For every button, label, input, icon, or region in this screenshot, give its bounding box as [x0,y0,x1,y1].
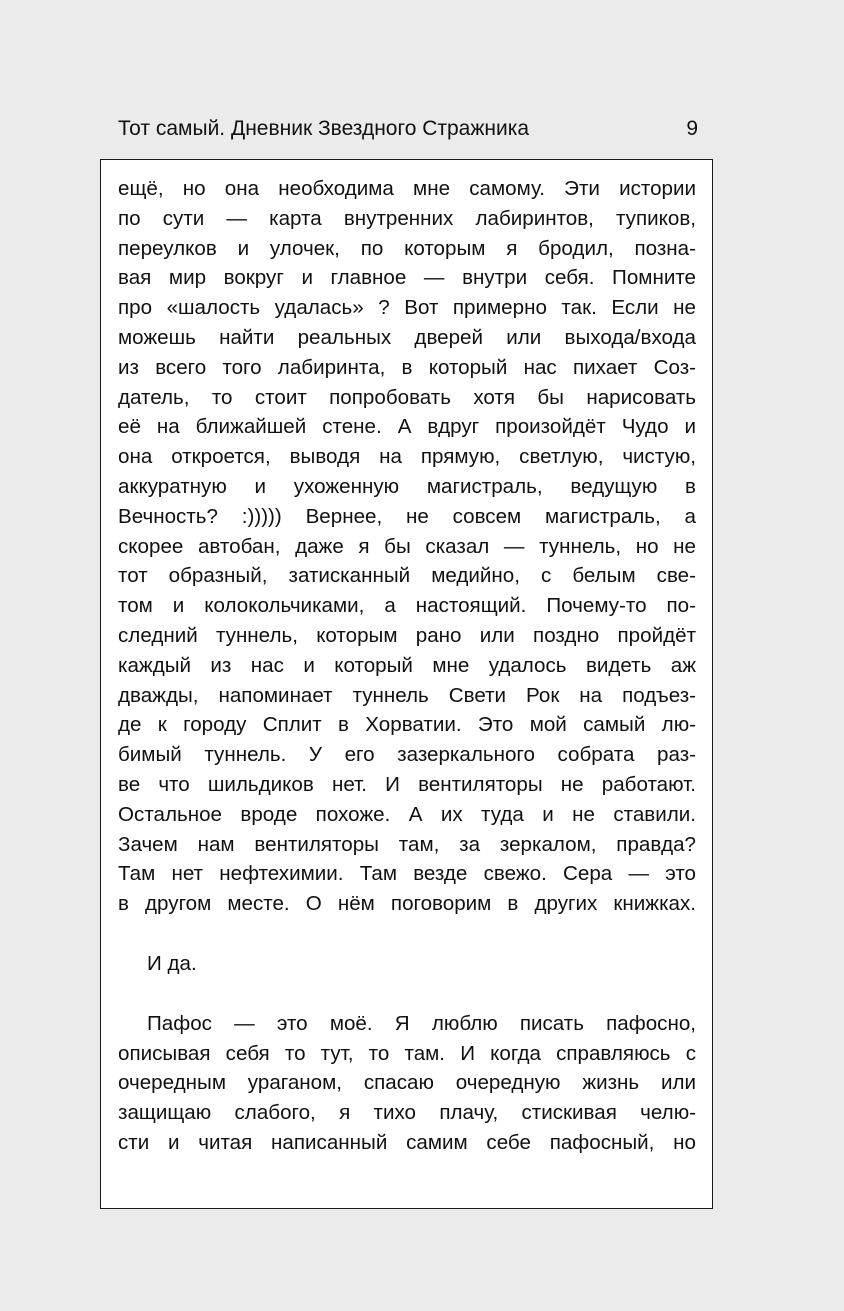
text-line: из всего того лабиринта, в который нас пихает Соз- [118,355,696,379]
text-line: датель, то стоит попробовать хотя бы нарисовать [118,385,696,409]
text-line: защищаю слабого, я тихо плачу, стискивая челю- [118,1101,696,1125]
text-line: про «шалость удалась» ? Вот примерно так. Если не [118,296,696,320]
text-line: описывая себя то тут, то там. И когда справляюсь с [118,1041,696,1065]
text-line: переулков и улочек, по которым я бродил, позна- [118,236,696,260]
text-line: Там нет нефтехимии. Там везде свежо. Сера — это [118,862,696,886]
running-head [118,114,698,144]
book-title: Тот самый. Дневник Звездного Стражника [118,117,530,140]
text-line: Остальное вроде похоже. А их туда и не ставили. [118,802,696,826]
text-line: дважды, напоминает туннель Свети Рок на подъез- [118,683,696,707]
text-line: ещё, но она необходима мне самому. Эти истории [118,177,696,200]
paragraph-1 [118,174,696,919]
body-text [118,174,696,1158]
text-line: сти и читая написанный самим себе пафосный, но [118,1130,696,1154]
paragraph-2 [118,949,696,979]
text-line: вая мир вокруг и главное — внутри себя. Помните [118,266,696,290]
text-line: том и колокольчиками, а настоящий. Почему-то по- [118,594,696,618]
text-line: в другом месте. О нём поговорим в других книжках. [118,892,696,916]
text-frame [100,159,713,1209]
text-line: можешь найти реальных дверей или выхода/входа [118,325,696,349]
text-line: скорее автобан, даже я бы сказал — туннель, но не [118,534,696,558]
paragraph-gap [118,919,696,949]
text-line: де к городу Сплит в Хорватии. Это мой самый лю- [118,713,696,737]
paragraph-3 [118,1009,696,1158]
text-line: И да. [147,951,197,975]
text-line: Зачем нам вентиляторы там, за зеркалом, правда? [118,832,696,856]
text-line: бимый туннель. У его зазеркального собрата раз- [118,743,696,767]
text-line: следний туннель, которым рано или поздно пройдёт [118,623,696,647]
text-line: каждый из нас и который мне удалось видеть аж [118,653,696,677]
paragraph-gap [118,979,696,1009]
text-line: очередным ураганом, спасаю очередную жизнь или [118,1071,696,1095]
text-line: аккуратную и ухоженную магистраль, ведущую в [118,474,696,498]
text-line: Вечность? :))))) Вернее, не совсем магистраль, а [118,504,696,528]
text-line: тот образный, затисканный медийно, с белым све- [118,564,696,588]
text-line: её на ближайшей стене. А вдруг произойдёт Чудо и [118,415,696,439]
page-number: 9 [686,117,698,140]
text-line: ве что шильдиков нет. И вентиляторы не работают. [118,772,696,796]
text-line: по сути — карта внутренних лабиринтов, тупиков, [118,206,696,230]
text-line: Пафос — это моё. Я люблю писать пафосно, [147,1011,696,1035]
text-line: она откроется, выводя на прямую, светлую, чистую, [118,445,696,469]
